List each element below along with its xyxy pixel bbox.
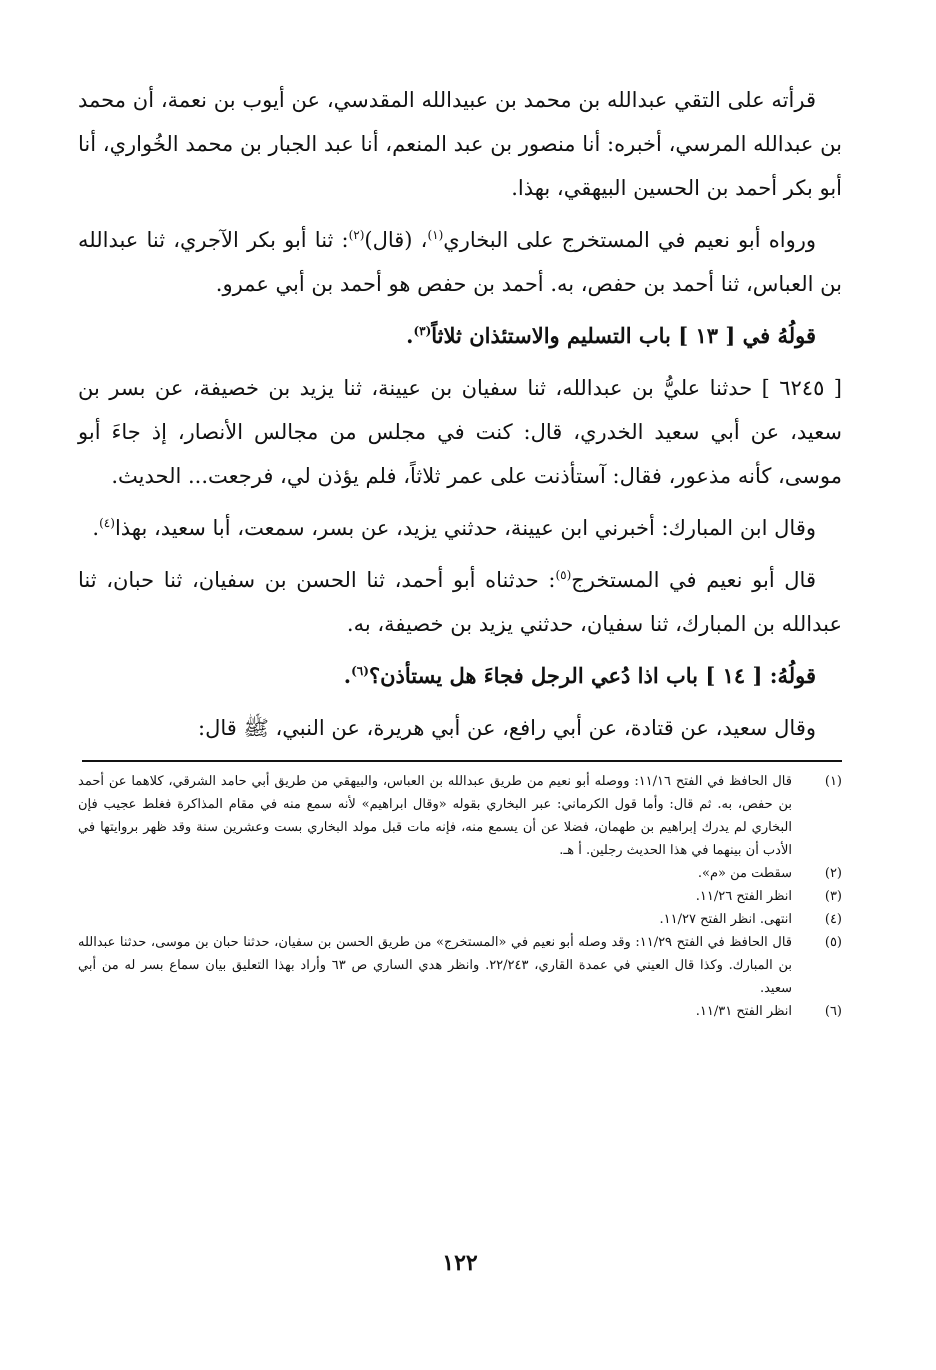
footnote-divider	[82, 760, 842, 762]
footnote-ref-4[interactable]: (٤)	[99, 516, 115, 530]
paragraph-6-before: قال أبو نعيم في المستخرج	[571, 568, 816, 592]
footnote-ref-2[interactable]: (٢)	[348, 228, 365, 242]
footnote-text: انظر الفتح ١١/٣١.	[695, 1004, 792, 1019]
section-heading-13-end: .	[406, 323, 414, 348]
footnote-number: (١)	[824, 774, 842, 789]
footnote-text: انظر الفتح ١١/٢٦.	[695, 889, 792, 904]
section-heading-13-text: قولُهُ في [ ١٣ ] باب التسليم والاستئذان ثلاثاً	[431, 323, 816, 348]
hadith-6245-text: [ ٦٢٤٥ ] حدثنا عليُّ بن عبدالله، ثنا سفيان بن عيينة، ثنا يزيد بن خصيفة، عن بسر بن سعيد، عن أبي سعيد الخدري، قال: كنت في مجلس من مجالس الأنصار، إذ جاءَ أبو موسى، كأنه مذعور، فقال: آستأذنت على عمر ثلاثاً، فلم يؤذن لي، فرجعت... الحديث.	[78, 376, 842, 488]
footnote-number: (٦)	[824, 1004, 842, 1019]
footnote-3	[78, 885, 842, 908]
footnote-ref-5[interactable]: (٥)	[555, 568, 572, 582]
footnote-4	[78, 908, 842, 931]
section-heading-13	[78, 314, 842, 358]
section-heading-14-end: .	[343, 663, 352, 688]
paragraph-2-middle: ، (قال)	[364, 228, 428, 252]
footnote-number: (٢)	[824, 866, 842, 881]
hadith-6245	[78, 366, 842, 498]
footnote-text: قال الحافظ في الفتح ١١/٢٩: وقد وصله أبو نعيم في «المستخرج» من طريق الحسن بن سفيان، حدثنا حبان بن موسى، حدثنا عبدالله بن المبارك. وكذا قال العيني في عمدة القاري، ٢٢/٢٤٣. وانظر هدي الساري ص ٦٣ وأراد بهذا التعليق بيان سماع بسر له من أبي سعيد.	[78, 935, 793, 996]
footnote-number: (٣)	[824, 889, 842, 904]
footnote-text: سقطت من «م».	[697, 866, 792, 881]
footnote-5	[78, 931, 842, 1000]
footnote-ref-1[interactable]: (١)	[427, 228, 444, 242]
footnote-ref-3[interactable]: (٣)	[413, 324, 432, 338]
paragraph-2-before: ورواه أبو نعيم في المستخرج على البخاري	[443, 228, 816, 252]
footnote-text: قال الحافظ في الفتح ١١/١٦: ووصله أبو نعيم من طريق عبدالله بن العباس، والبيهقي من طريق أبي حامد الشرقي، كلاهما عن أحمد بن حفص، به. ثم قال: وأما قول الكرماني: عبر البخاري بقوله «وقال ابراهيم» لأنه سمع منه في مقام المذاكرة فغلط عجيب فإن البخاري لم يدرك إبراهيم بن طهمان، فضلا عن أن يسمع منه، فإنه مات قبل مولد البخاري بست وعشرين سنة وقد ظهر بروايتها في الأدب أن بينهما في هذا الحديث رجلين. أ هـ.	[78, 774, 792, 858]
paragraph-6-after: : حدثناه أبو أحمد، ثنا الحسن بن سفيان، ثنا حبان، ثنا عبدالله بن المبارك، ثنا سفيان، حدثني يزيد بن خصيفة، به.	[78, 568, 842, 636]
footnote-text: انتهى. انظر الفتح ١١/٢٧.	[659, 912, 792, 927]
paragraph-1-text: قرأته على التقي عبدالله بن محمد بن عبيدالله المقدسي، عن أيوب بن نعمة، أن محمد بن عبدالله المرسي، أخبره: أنا منصور بن عبد المنعم، أنا عبد الجبار بن محمد الخُواري، أنا أبو بكر أحمد بن الحسين البيهقي، بهذا.	[78, 88, 842, 200]
paragraph-5-before: وقال ابن المبارك: أخبرني ابن عيينة، حدثني يزيد، عن بسر، سمعت، أبا سعيد، بهذا	[114, 516, 816, 540]
footnote-6	[78, 1000, 842, 1023]
footnote-1	[78, 770, 842, 862]
section-heading-14	[78, 654, 842, 698]
paragraph-2	[78, 218, 842, 306]
paragraph-6	[78, 558, 842, 646]
main-text	[78, 78, 842, 750]
section-heading-14-text: قولُهُ: [ ١٤ ] باب اذا دُعي الرجل فجاءَ هل يستأذن؟	[368, 663, 816, 688]
paragraph-8-text: وقال سعيد، عن قتادة، عن أبي رافع، عن أبي هريرة، عن النبي، ﷺ قال:	[198, 716, 816, 740]
paragraph-5	[78, 506, 842, 550]
book-page	[78, 78, 842, 1348]
page-number: ١٢٢	[442, 1250, 478, 1276]
footnote-number: (٤)	[824, 912, 842, 927]
footnotes	[78, 770, 842, 1023]
paragraph-5-after: .	[92, 516, 100, 540]
footnote-2	[78, 862, 842, 885]
paragraph-8	[78, 706, 842, 750]
paragraph-2-after: : ثنا أبو بكر الآجري، ثنا عبدالله بن العباس، ثنا أحمد بن حفص، به. أحمد بن حفص هو أحمد بن أبي عمرو.	[78, 228, 842, 296]
footnote-number: (٥)	[824, 935, 842, 950]
footnote-ref-6[interactable]: (٦)	[351, 664, 369, 678]
paragraph-1	[78, 78, 842, 210]
